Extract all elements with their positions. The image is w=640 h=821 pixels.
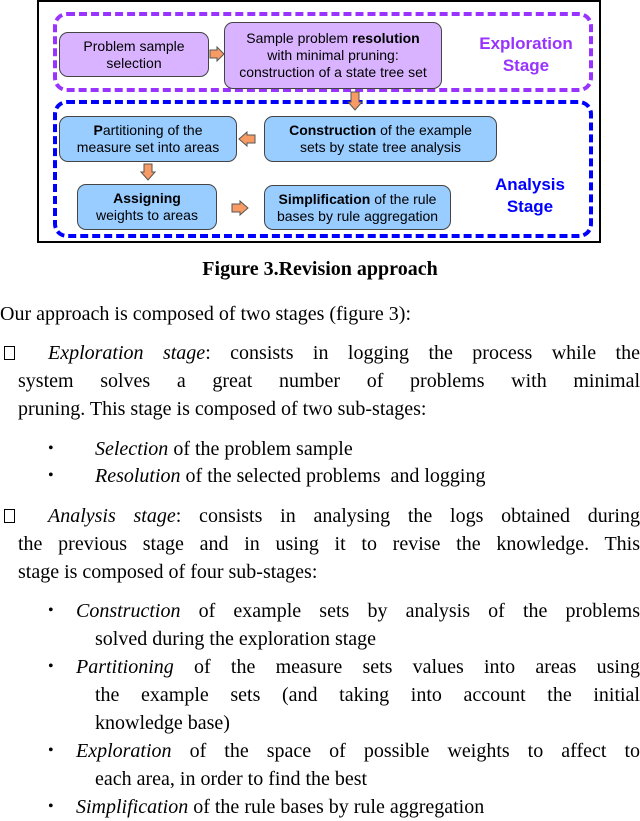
box-simplification xyxy=(264,185,451,230)
arrow-down-icon xyxy=(140,163,156,181)
bullet-icon: • xyxy=(48,467,54,484)
text: of the space of possible weights to affect to xyxy=(171,740,640,762)
box-text: of the example xyxy=(376,122,472,138)
box-text: Problem sample xyxy=(83,37,185,54)
box-problem-sample-selection xyxy=(59,32,209,77)
text: : consists in analysing the logs obtained during xyxy=(175,505,640,527)
text-line: the example sets (and taking into account the initial xyxy=(95,684,640,706)
checkbox-square-icon xyxy=(4,346,15,360)
text: of the problem sample xyxy=(168,438,353,460)
bullet-icon: • xyxy=(48,658,54,675)
term: Construction xyxy=(76,600,181,622)
intro-paragraph: Our approach is composed of two stages (figure 3): xyxy=(0,303,411,325)
box-text-bold: resolution xyxy=(352,30,420,46)
text-line: solved during the exploration stage xyxy=(95,628,377,650)
term: Selection xyxy=(95,438,169,460)
text: of the selected problems and logging xyxy=(180,465,486,487)
figure-revision-approach xyxy=(37,0,601,243)
bullet-icon: • xyxy=(48,602,54,619)
label-line: Stage xyxy=(502,56,550,75)
substage-item xyxy=(48,793,640,821)
analysis-stage-item xyxy=(0,502,640,586)
text-line xyxy=(0,339,640,367)
text-line: each area, in order to find the best xyxy=(95,768,368,790)
box-text: sets by state tree analysis xyxy=(299,139,462,155)
term: Exploration xyxy=(76,740,172,762)
box-text: artitioning of the xyxy=(102,122,203,138)
text-line: knowledge base) xyxy=(95,712,230,734)
box-partitioning xyxy=(59,116,237,162)
box-text-bold: Construction xyxy=(289,122,377,138)
box-text-bold: P xyxy=(93,122,103,138)
bullet-icon: • xyxy=(48,440,54,457)
arrow-right-icon xyxy=(231,200,249,216)
label-line: Analysis xyxy=(495,175,565,194)
term: Partitioning xyxy=(76,656,174,678)
substage-item xyxy=(48,737,640,793)
label-line: Exploration xyxy=(479,34,573,53)
bullet-icon: • xyxy=(48,742,54,759)
analysis-stage-label xyxy=(485,174,575,218)
box-assigning xyxy=(77,184,217,230)
box-text: bases by rule aggregation xyxy=(276,207,439,224)
text-line: pruning. This stage is composed of two sub-stages: xyxy=(18,398,427,420)
box-text: Sample problem xyxy=(246,30,353,46)
box-sample-problem-resolution xyxy=(224,22,442,89)
box-text: of the rule xyxy=(370,190,437,207)
checkbox-square-icon xyxy=(4,509,15,523)
box-text: construction of a state tree set xyxy=(239,64,427,80)
term: Exploration stage xyxy=(48,342,206,364)
substage-item xyxy=(48,597,640,653)
text-line: the previous stage and in using it to revise the knowledge. This xyxy=(18,533,640,555)
box-text: with minimal pruning: xyxy=(267,47,399,63)
text-line: system solves a great number of problems with minimal xyxy=(18,370,640,392)
box-text-bold: Assigning xyxy=(113,190,181,206)
substage-item xyxy=(48,653,640,737)
exploration-stage-label xyxy=(471,33,581,77)
text-line xyxy=(0,502,640,530)
arrow-left-icon xyxy=(238,131,256,147)
box-text: selection xyxy=(106,54,162,71)
term: Simplification xyxy=(76,796,189,818)
box-construction xyxy=(264,116,497,162)
arrow-right-icon xyxy=(209,46,225,62)
substage-item xyxy=(48,435,353,463)
box-text: measure set into areas xyxy=(76,139,220,155)
exploration-stage-item xyxy=(0,339,640,423)
box-text-bold: Simplification xyxy=(278,190,371,207)
term: Analysis stage xyxy=(48,505,176,527)
bullet-icon: • xyxy=(48,798,54,815)
arrow-down-icon xyxy=(347,91,363,111)
label-line: Stage xyxy=(506,197,554,216)
text-line: stage is composed of four sub-stages: xyxy=(18,561,318,583)
figure-caption: Figure 3.Revision approach xyxy=(202,258,438,280)
text: : consists in logging the process while the xyxy=(205,342,640,364)
substage-item xyxy=(48,462,485,490)
term: Resolution xyxy=(95,465,181,487)
text: of the measure sets values into areas using xyxy=(173,656,640,678)
box-text: weights to areas xyxy=(96,207,198,223)
text: of the rule bases by rule aggregation xyxy=(188,796,485,818)
text: of example sets by analysis of the problems xyxy=(180,600,640,622)
